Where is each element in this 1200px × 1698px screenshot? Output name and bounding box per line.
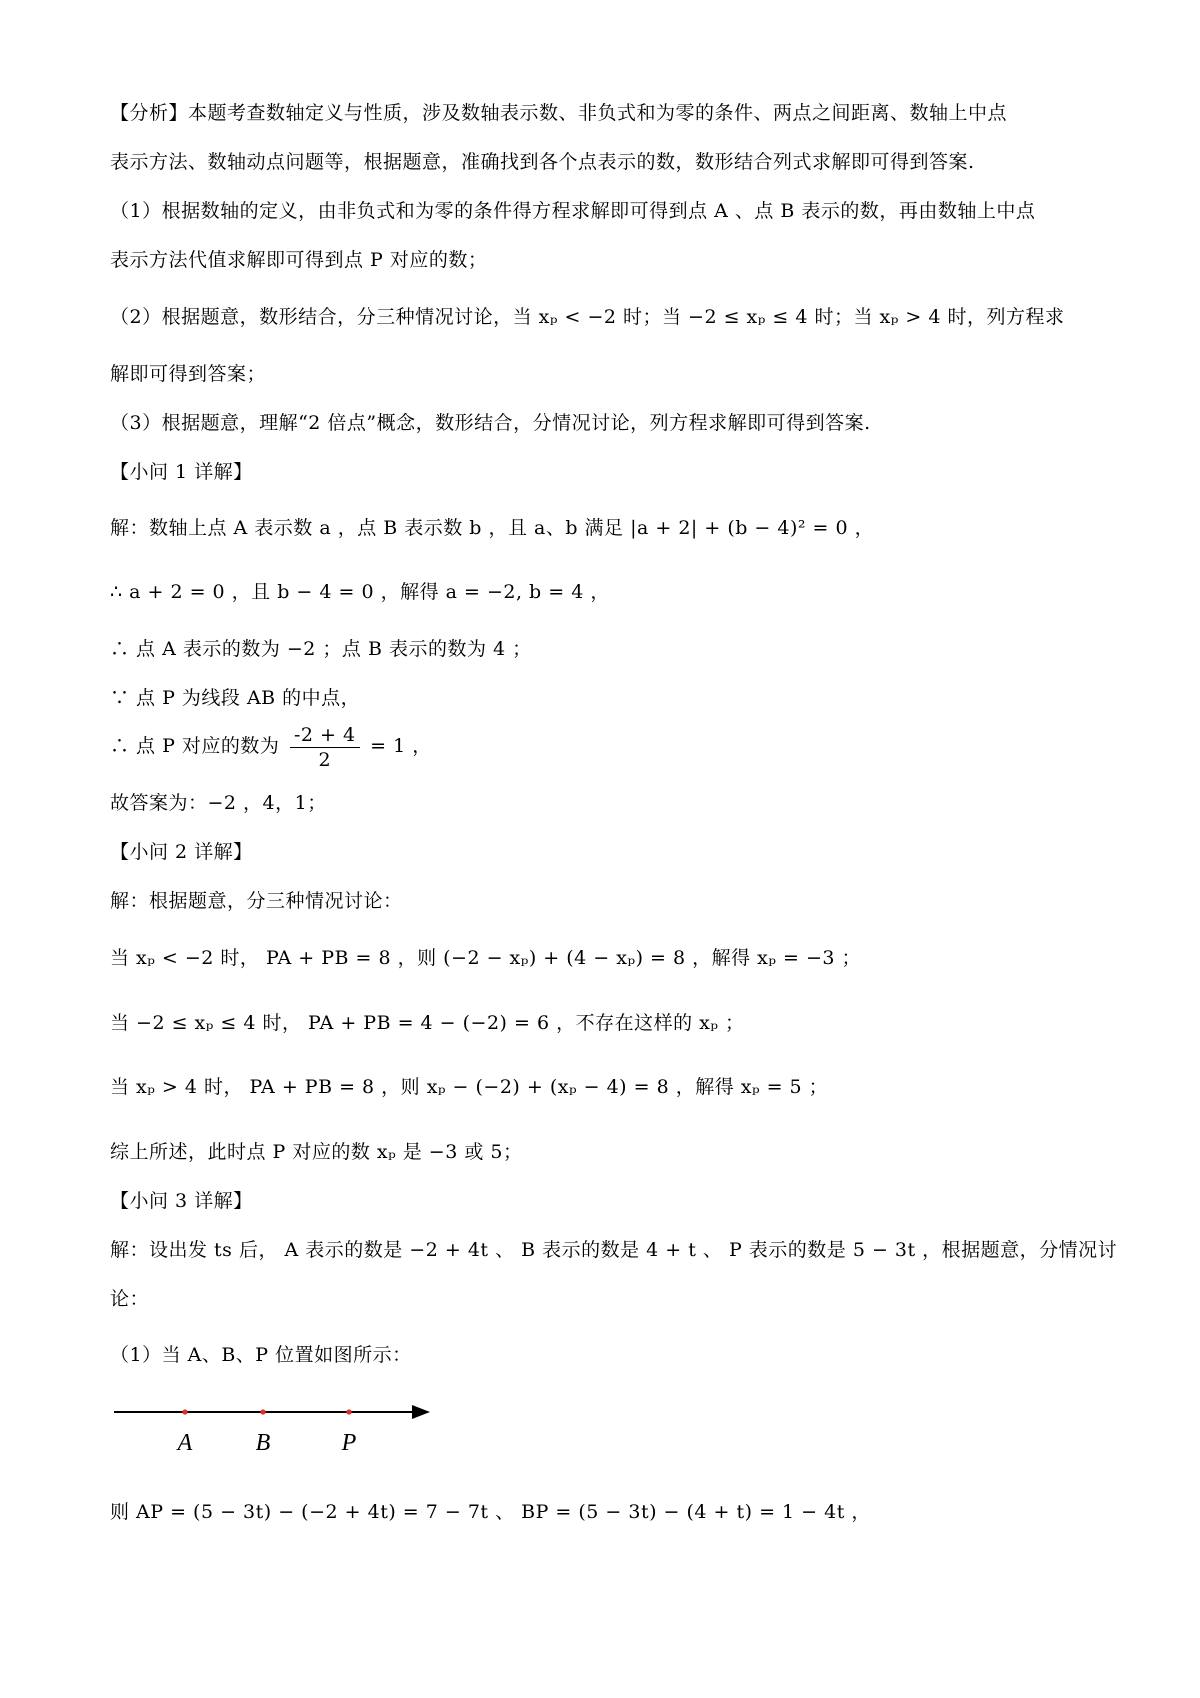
q3-line-2: 论： [110,1288,150,1310]
q1-line-2: ∴ a + 2 = 0 ，且 b − 4 = 0 ，解得 a = −2, b = 4 ， [110,581,610,603]
point-b-label: B [255,1430,271,1456]
fraction-numerator: -2 + 4 [290,723,360,748]
point-p-dot [346,1409,351,1414]
q1-line-5-suffix: = 1 ， [370,735,432,757]
analysis-line-3: （1）根据数轴的定义，由非负式和为零的条件得方程求解即可得到点 A 、点 B 表示的数，再由数轴上中点 [110,200,1036,222]
analysis-line-6: 解即可得到答案； [110,363,267,385]
number-line-arrow-icon [412,1405,430,1419]
q1-line-3: ∴ 点 A 表示的数为 −2 ；点 B 表示的数为 4 ； [110,638,532,660]
q2-line-5: 综上所述，此时点 P 对应的数 xₚ 是 −3 或 5； [110,1141,523,1163]
q2-line-1: 解：根据题意，分三种情况讨论： [110,890,403,912]
q1-line-6: 故答案为：−2 ，4，1； [110,792,327,814]
q3-line-3: （1）当 A、B、P 位置如图所示： [110,1344,412,1366]
q3-line-4: 则 AP = (5 − 3t) − (−2 + 4t) = 7 − 7t 、 BP = (5 − 3t) − (4 + t) = 1 − 4t ， [110,1501,871,1523]
analysis-line-2: 表示方法、数轴动点问题等，根据题意，准确找到各个点表示的数，数形结合列式求解即可得到答案. [110,151,975,173]
q1-line-1: 解：数轴上点 A 表示数 a ，点 B 表示数 b ，且 a、b 满足 |a + 2| + (b − 4)² = 0 ， [110,517,875,539]
q3-heading: 【小问 3 详解】 [110,1190,253,1212]
point-b-dot [260,1409,265,1414]
q3-line-1: 解：设出发 ts 后， A 表示的数是 −2 + 4t 、 B 表示的数是 4 + t 、 P 表示的数是 5 − 3t ，根据题意，分情况讨 [110,1239,1118,1261]
fraction-denominator: 2 [318,748,332,771]
q2-line-4: 当 xₚ > 4 时， PA + PB = 8 ，则 xₚ − (−2) + (xₚ − 4) = 8 ，解得 xₚ = 5 ； [110,1076,829,1098]
analysis-line-1: 【分析】本题考查数轴定义与性质，涉及数轴表示数、非负式和为零的条件、两点之间距离、数轴上中点 [110,102,1008,124]
q1-line-5 [110,720,1100,772]
point-p-label: P [341,1430,357,1456]
fraction [290,723,360,772]
point-a-dot [182,1409,187,1414]
number-line-figure [112,1398,432,1468]
q2-line-2: 当 xₚ < −2 时， PA + PB = 8 ，则 (−2 − xₚ) + (4 − xₚ) = 8 ，解得 xₚ = −3 ； [110,947,862,969]
q1-line-4: ∵ 点 P 为线段 AB 的中点， [110,687,361,709]
q1-line-5-prefix: ∴ 点 P 对应的数为 [110,735,280,757]
analysis-line-5: （2）根据题意，数形结合，分三种情况讨论，当 xₚ < −2 时；当 −2 ≤ xₚ ≤ 4 时；当 xₚ > 4 时，列方程求 [110,306,1065,328]
analysis-line-7: （3）根据题意，理解“2 倍点”概念，数形结合，分情况讨论，列方程求解即可得到答案. [110,412,871,434]
q2-heading: 【小问 2 详解】 [110,841,253,863]
point-a-label: A [177,1430,193,1456]
q2-line-3: 当 −2 ≤ xₚ ≤ 4 时， PA + PB = 4 − (−2) = 6 ，不存在这样的 xₚ ； [110,1012,745,1034]
q1-heading: 【小问 1 详解】 [110,461,253,483]
analysis-line-4: 表示方法代值求解即可得到点 P 对应的数； [110,249,488,271]
